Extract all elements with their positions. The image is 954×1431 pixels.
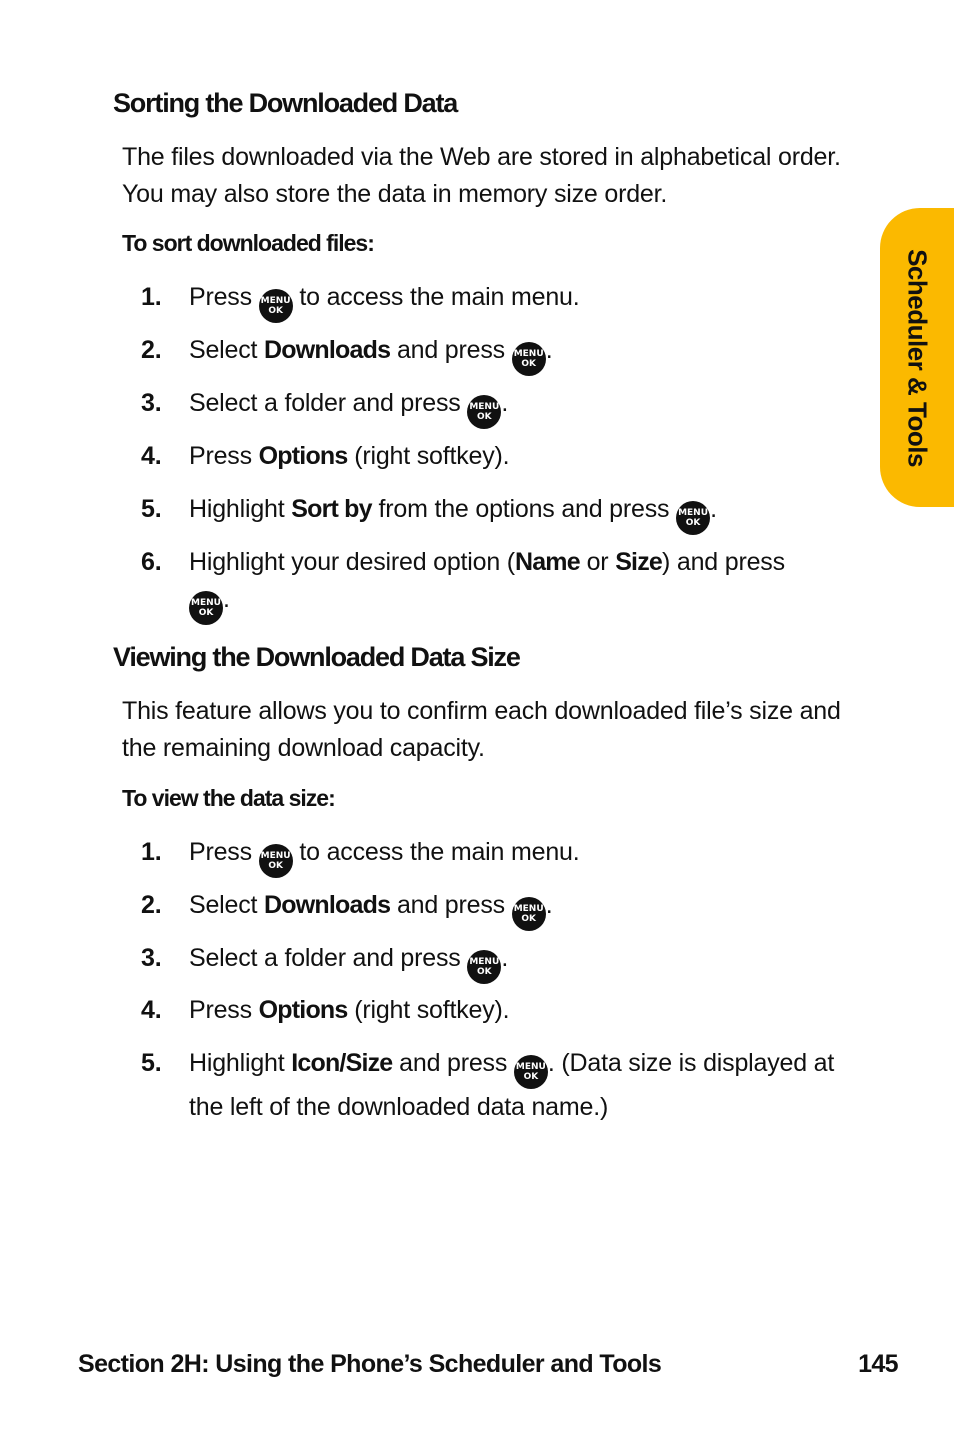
step-number: 5.	[141, 1049, 162, 1077]
step-number: 1.	[141, 283, 162, 311]
menu-option-name: Options	[258, 996, 348, 1024]
step-number: 5.	[141, 495, 162, 523]
menu-ok-key-icon: MENU OK	[512, 342, 546, 376]
menu-ok-key-icon: MENU OK	[467, 395, 501, 429]
section-heading-sorting: Sorting the Downloaded Data	[113, 88, 458, 118]
menu-ok-key-icon: MENU OK	[189, 591, 223, 625]
procedure-subheading-view: To view the data size:	[122, 785, 335, 811]
menu-option-name: Size	[615, 548, 663, 576]
step-number: 3.	[141, 389, 162, 417]
menu-option-name: Sort by	[291, 495, 372, 523]
footer-section-title: Section 2H: Using the Phone’s Scheduler and Tools	[78, 1350, 662, 1378]
step-text: Press MENU OK to access the main menu.	[189, 834, 869, 878]
step-number: 2.	[141, 336, 162, 364]
menu-option-name: Icon/Size	[291, 1049, 393, 1077]
step-text: Select a folder and press MENU OK .	[189, 940, 869, 984]
page-footer	[78, 1350, 898, 1379]
menu-ok-key-icon: MENU OK	[512, 897, 546, 931]
step-text: Highlight Sort by from the options and press MENU OK .	[189, 491, 869, 535]
menu-option-name: Name	[514, 548, 580, 576]
menu-option-name: Downloads	[264, 336, 391, 364]
step-number: 6.	[141, 548, 162, 576]
intro-paragraph-viewing: This feature allows you to confirm each downloaded file’s size and the remaining download capacity.	[122, 697, 841, 762]
step-text: Press MENU OK to access the main menu.	[189, 279, 869, 323]
step-number: 1.	[141, 838, 162, 866]
section-tab	[880, 208, 954, 507]
page-number: 145	[858, 1350, 898, 1378]
step-text: Highlight your desired option (Name or Size) and press MENU OK .	[189, 544, 869, 625]
step-number: 3.	[141, 944, 162, 972]
step-text: Select a folder and press MENU OK .	[189, 385, 869, 429]
step-number: 4.	[141, 996, 162, 1024]
menu-ok-key-icon: MENU OK	[676, 501, 710, 535]
menu-ok-key-icon: MENU OK	[467, 950, 501, 984]
menu-ok-key-icon: MENU OK	[259, 844, 293, 878]
procedure-subheading-sort: To sort downloaded files:	[122, 230, 374, 256]
step-text: Press Options (right softkey).	[189, 996, 510, 1024]
step-number: 4.	[141, 442, 162, 470]
menu-ok-key-icon: MENU OK	[259, 289, 293, 323]
intro-paragraph-sorting: The files downloaded via the Web are stored in alphabetical order. You may also store the data in memory size order.	[122, 143, 841, 208]
section-tab-label: Scheduler & Tools	[902, 249, 933, 467]
step-text: Select Downloads and press MENU OK .	[189, 887, 869, 931]
menu-ok-key-icon: MENU OK	[514, 1055, 548, 1089]
step-text: Select Downloads and press MENU OK .	[189, 332, 869, 376]
step-text: Press Options (right softkey).	[189, 442, 510, 470]
menu-option-name: Downloads	[264, 891, 391, 919]
step-number: 2.	[141, 891, 162, 919]
section-heading-viewing: Viewing the Downloaded Data Size	[113, 642, 520, 672]
step-text: Highlight Icon/Size and press MENU OK . (Data size is displayed at the left of the downloaded data name.)	[189, 1049, 835, 1121]
menu-option-name: Options	[258, 442, 348, 470]
